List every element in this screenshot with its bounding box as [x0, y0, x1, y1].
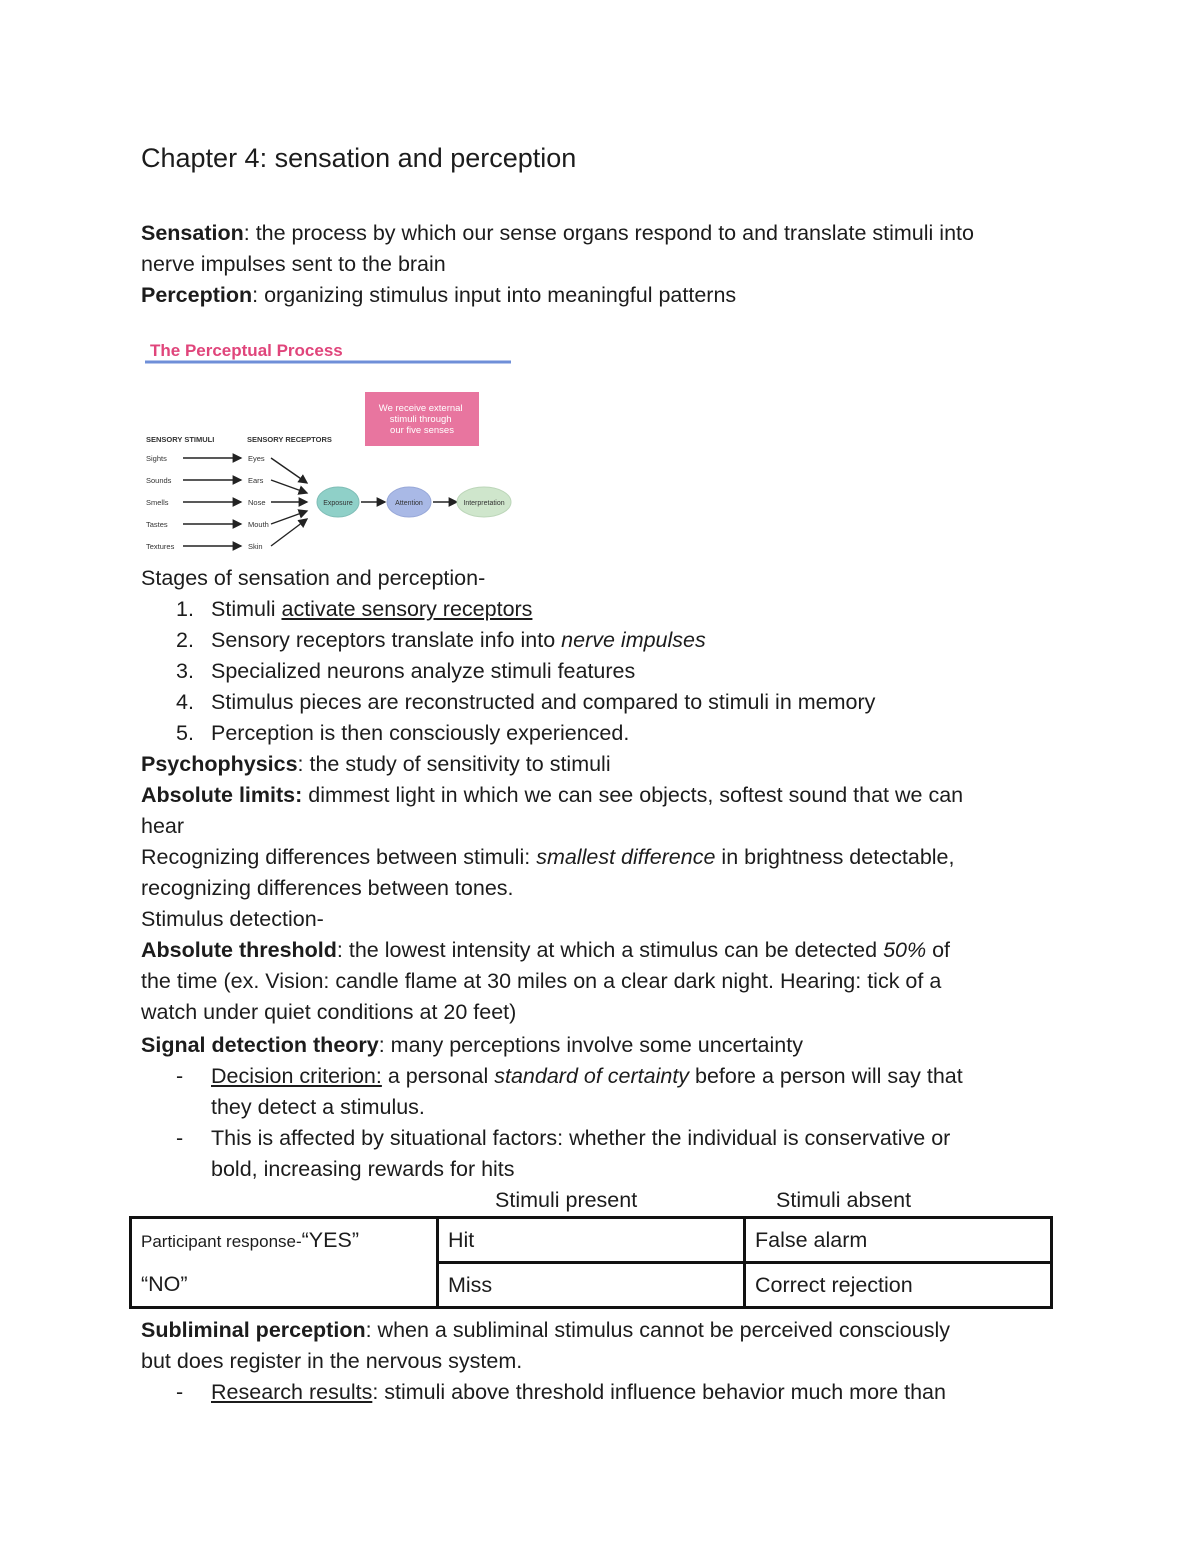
table-col-absent: Stimuli absent: [776, 1188, 912, 1212]
stimulus-detection-heading: Stimulus detection-: [141, 907, 324, 931]
stimulus-textures: Textures: [146, 542, 175, 551]
bullet-dash-2: -: [176, 1126, 184, 1150]
callout-line-1: We receive external: [378, 403, 463, 414]
receptor-eyes: Eyes: [248, 454, 265, 463]
callout-line-3: our five senses: [390, 425, 454, 436]
stage-num-1: 1.: [176, 597, 194, 621]
sensation-line-2: nerve impulses sent to the brain: [141, 252, 446, 276]
absolute-threshold-line-1: Absolute threshold: the lowest intensity at which a stimulus can be detected 50% of: [141, 938, 951, 962]
receptor-ears: Ears: [248, 476, 264, 485]
perceptual-process-figure: [141, 333, 535, 555]
cell-hit: Hit: [438, 1218, 745, 1263]
figure-title: The Perceptual Process: [150, 341, 343, 360]
bullet-dash-3: -: [176, 1380, 184, 1404]
situational-factors-line-2: bold, increasing rewards for hits: [211, 1157, 515, 1181]
subliminal-line-1: Subliminal perception: when a subliminal stimulus cannot be perceived consciously: [141, 1318, 950, 1342]
cell-yes-label: Participant response-“YES”: [131, 1218, 438, 1263]
callout-line-2: stimuli through: [389, 414, 452, 425]
subliminal-line-2: but does register in the nervous system.: [141, 1349, 523, 1373]
stimulus-sights: Sights: [146, 454, 167, 463]
absolute-limits-line-2: hear: [141, 814, 185, 838]
stimulus-arrows: [183, 458, 241, 546]
cell-miss: Miss: [438, 1263, 745, 1308]
stage-item-3: Specialized neurons analyze stimuli features: [211, 659, 636, 683]
receptor-mouth: Mouth: [248, 520, 269, 529]
table-row-no: [131, 1263, 1052, 1308]
page-title: Chapter 4: sensation and perception: [141, 143, 577, 173]
stimuli-rows: [146, 454, 175, 551]
cell-no-label: “NO”: [131, 1263, 438, 1308]
stage-num-4: 4.: [176, 690, 194, 714]
cell-correct-rejection: Correct rejection: [745, 1263, 1052, 1308]
decision-criterion-line-1: Decision criterion: a personal standard of certainty before a person will say that: [211, 1064, 963, 1088]
stimulus-smells: Smells: [146, 498, 169, 507]
decision-criterion-line-2: they detect a stimulus.: [211, 1095, 425, 1119]
stage-item-5: Perception is then consciously experienced.: [211, 721, 630, 745]
table-row-yes: [131, 1218, 1052, 1263]
absolute-threshold-line-3: watch under quiet conditions at 20 feet): [141, 1000, 517, 1024]
col-stimuli-label: SENSORY STIMULI: [146, 435, 215, 444]
signal-detection-line: Signal detection theory: many perceptions involve some uncertainty: [141, 1033, 803, 1057]
psychophysics-line: Psychophysics: the study of sensitivity to stimuli: [141, 752, 611, 776]
perception-line: Perception: organizing stimulus input into meaningful patterns: [141, 283, 737, 307]
absolute-limits-line-1: Absolute limits: dimmest light in which we can see objects, softest sound that we can: [141, 783, 964, 807]
receptor-skin: Skin: [248, 542, 263, 551]
receptor-nose: Nose: [248, 498, 266, 507]
stage-item-4: Stimulus pieces are reconstructed and compared to stimuli in memory: [211, 690, 876, 714]
stimulus-tastes: Tastes: [146, 520, 168, 529]
sensation-term: Sensation: [141, 221, 244, 245]
stage-num-5: 5.: [176, 721, 194, 745]
stages-heading: Stages of sensation and perception-: [141, 566, 486, 590]
signal-detection-table: [129, 1216, 1053, 1309]
sensation-line-1: Sensation: the process by which our sense organs respond to and translate stimuli into: [141, 221, 974, 245]
converging-arrows: [271, 458, 307, 546]
stage-attention-label: Attention: [395, 500, 423, 507]
receptor-rows: [248, 454, 269, 551]
table-col-present: Stimuli present: [495, 1188, 638, 1212]
differences-line-2: recognizing differences between tones.: [141, 876, 514, 900]
stage-item-2: Sensory receptors translate info into nerve impulses: [211, 628, 706, 652]
research-results-line: Research results: stimuli above threshold influence behavior much more than: [211, 1380, 946, 1404]
stage-interpretation-label: Interpretation: [463, 500, 505, 507]
stage-num-2: 2.: [176, 628, 194, 652]
differences-line-1: Recognizing differences between stimuli: smallest difference in brightness detectable,: [141, 845, 955, 869]
stage-item-1: Stimuli activate sensory receptors: [211, 597, 533, 621]
perception-term: Perception: [141, 283, 253, 307]
cell-false-alarm: False alarm: [745, 1218, 1052, 1263]
absolute-threshold-line-2: the time (ex. Vision: candle flame at 30 miles on a clear dark night. Hearing: tick of a: [141, 969, 942, 993]
svg-text:We receive external stim: [379, 403, 465, 436]
col-receptors-label: SENSORY RECEPTORS: [247, 435, 332, 444]
stage-exposure-label: Exposure: [323, 500, 353, 507]
stage-num-3: 3.: [176, 659, 194, 683]
bullet-dash-1: -: [176, 1064, 184, 1088]
stimulus-sounds: Sounds: [146, 476, 172, 485]
situational-factors-line-1: This is affected by situational factors: whether the individual is conservative or: [211, 1126, 951, 1150]
